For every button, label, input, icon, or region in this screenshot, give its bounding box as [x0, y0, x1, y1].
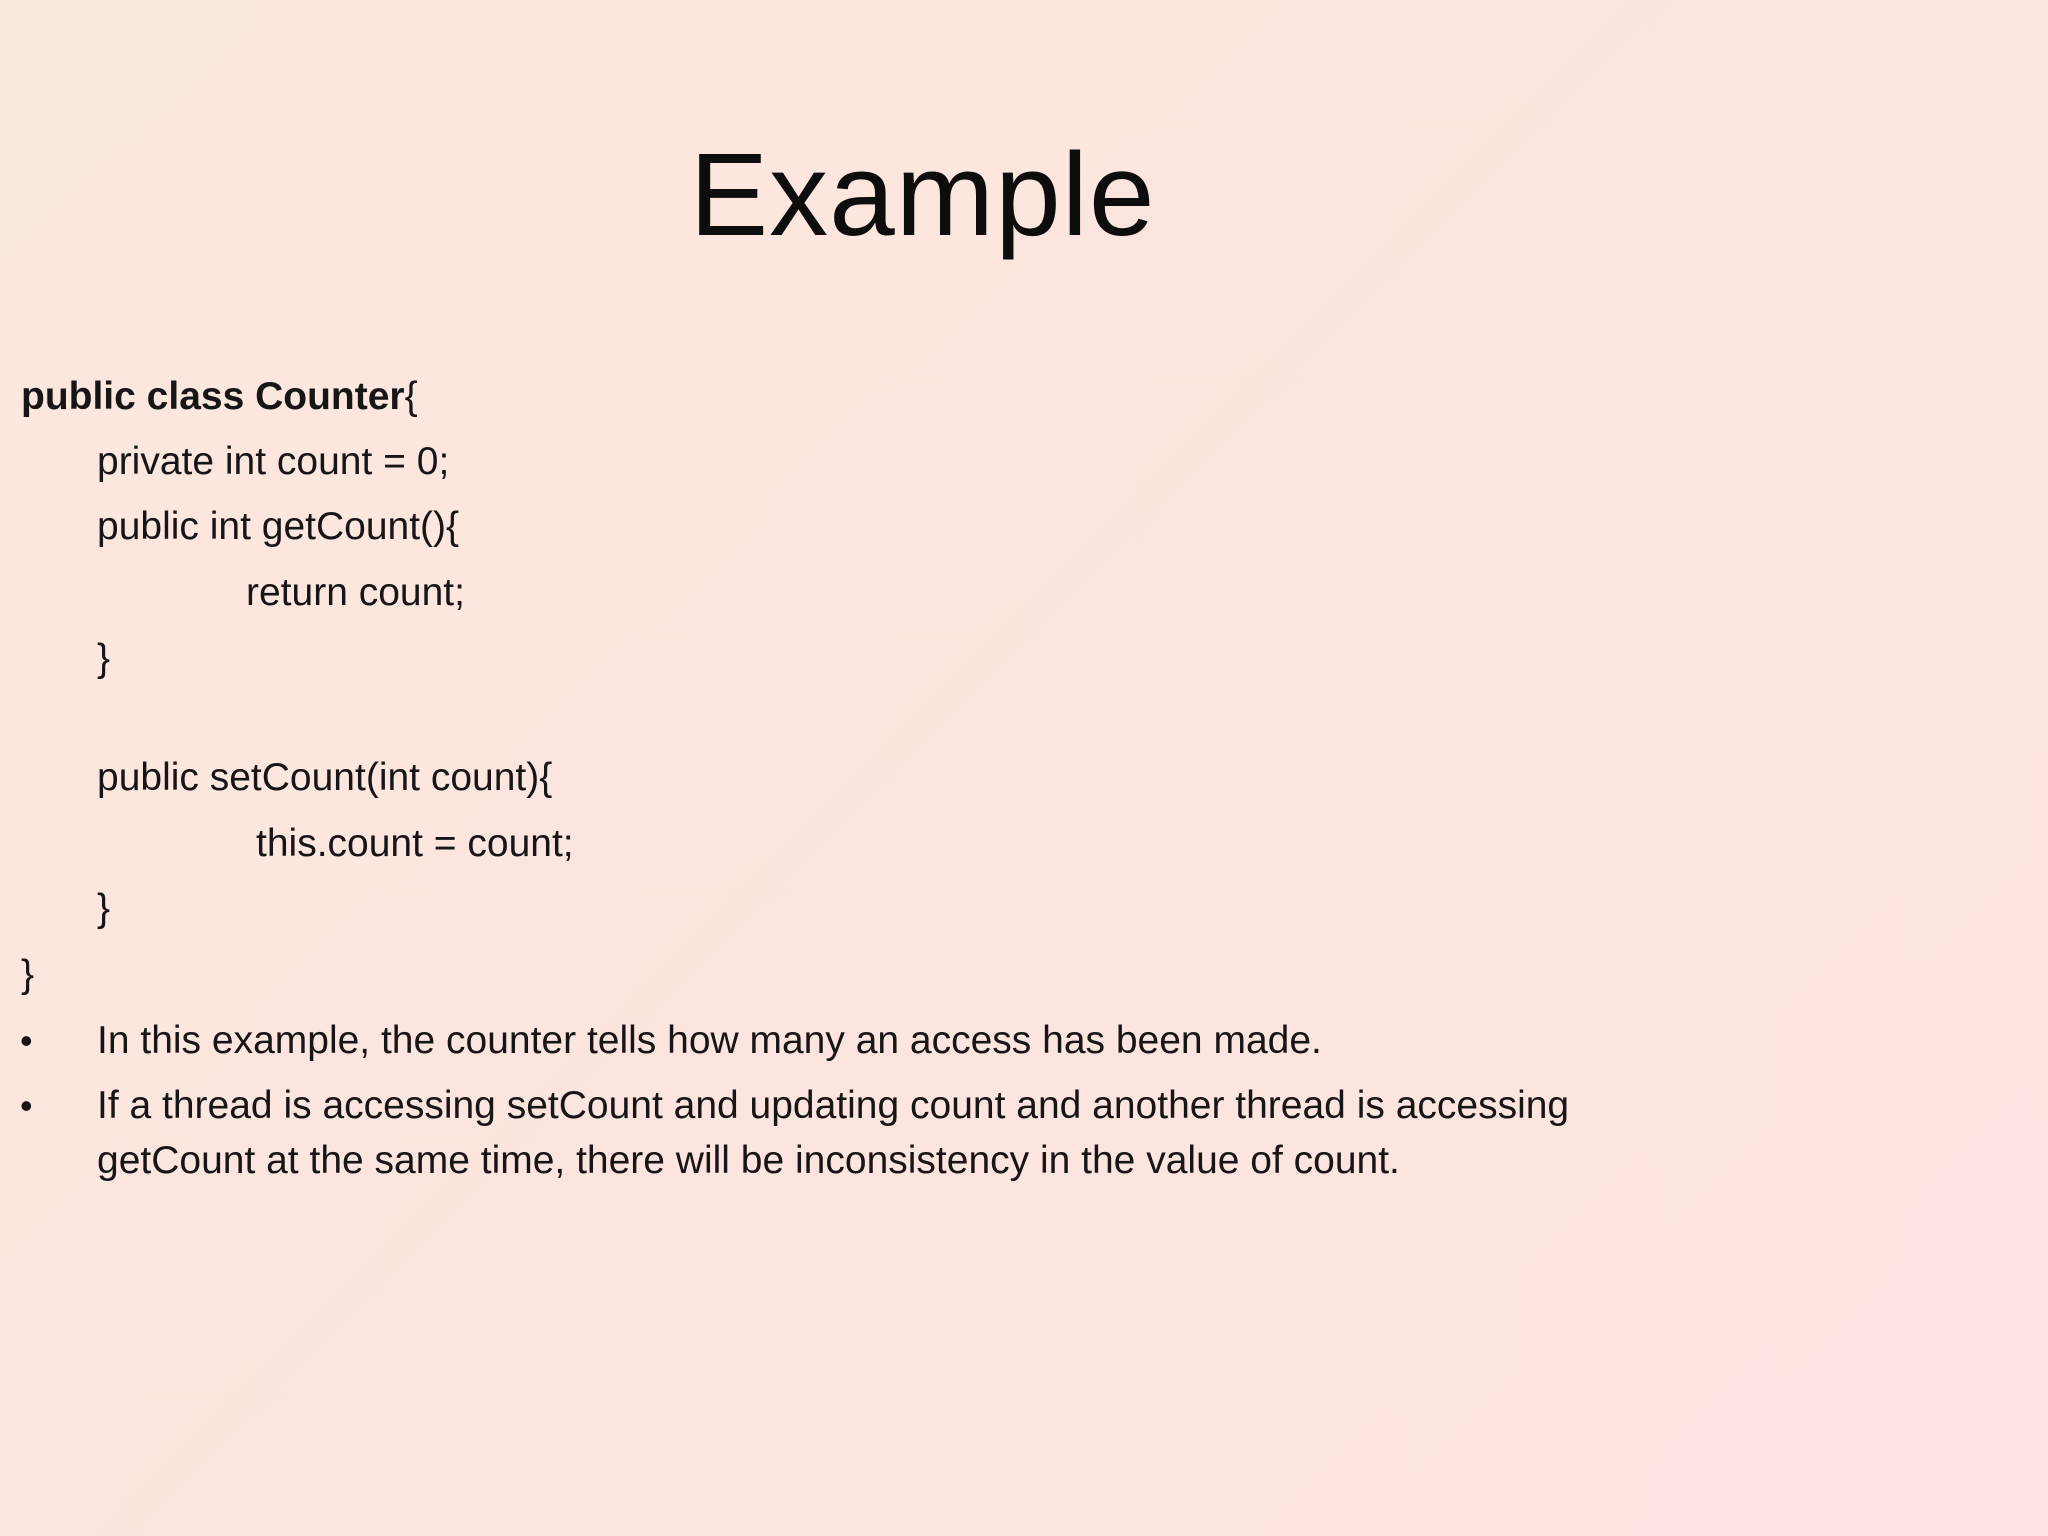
bullet-marker: • [20, 1020, 33, 1061]
code-getter-body: return count; [246, 571, 465, 614]
code-class-declaration [21, 372, 418, 422]
bullet-text [97, 1013, 1322, 1068]
code-setter-body: this.count = count; [256, 822, 574, 865]
bullet-line: In this example, the counter tells how many an access has been made. [97, 1019, 1322, 1062]
bullet-line: getCount at the same time, there will be inconsistency in the value of count. [97, 1139, 1400, 1182]
code-setter-close: } [97, 887, 111, 930]
code-getter-close: } [97, 637, 111, 680]
bullet-line: If a thread is accessing setCount and updating count and another thread is accessing [97, 1084, 1570, 1127]
code-setter-signature: public setCount(int count){ [97, 756, 553, 799]
code-field-line: private int count = 0; [97, 440, 450, 483]
code-class-open-brace: { [404, 375, 418, 418]
code-class-keywords: public class Counter [21, 375, 405, 418]
slide-title: Example [689, 129, 1156, 261]
code-getter-signature: public int getCount(){ [97, 505, 460, 548]
bullet-text [97, 1078, 1569, 1188]
code-class-close: } [21, 953, 35, 996]
bullet-marker: • [20, 1085, 33, 1126]
